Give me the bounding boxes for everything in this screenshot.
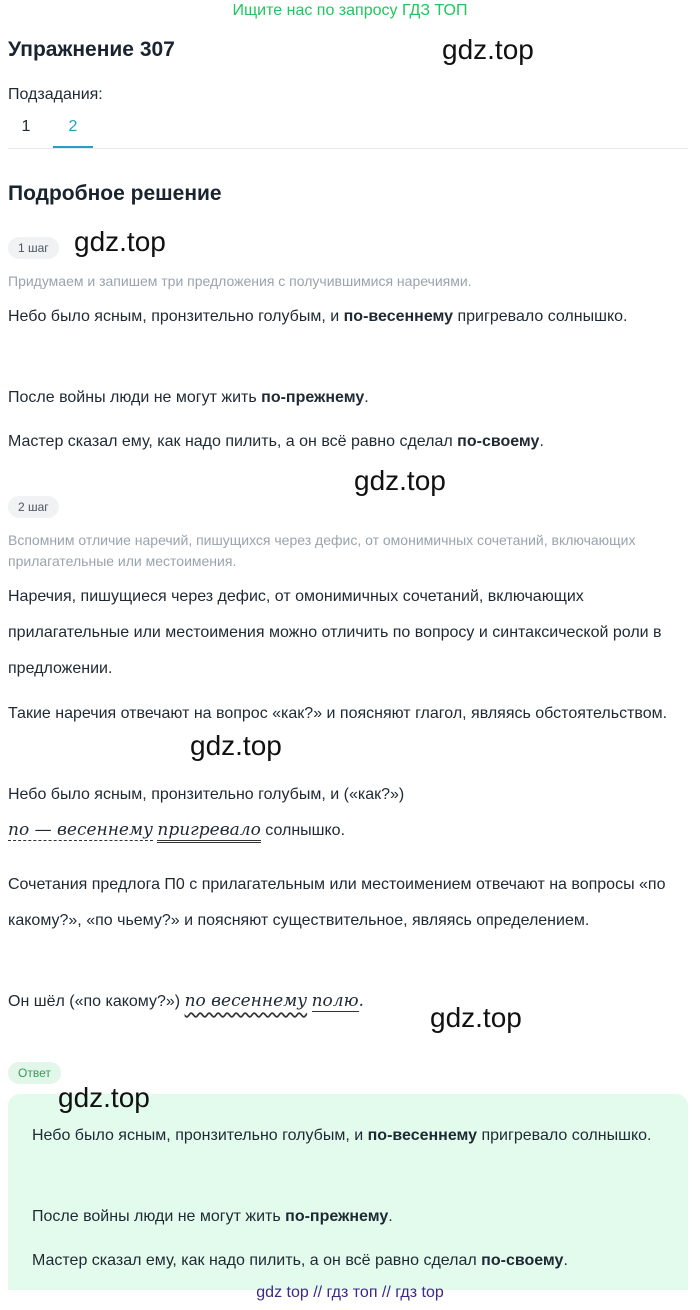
attribute-handwritten: по весеннему	[184, 991, 308, 1011]
answer-sentence-2: После войны люди не могут жить по-прежнему.	[32, 1208, 393, 1225]
page-title: Упражнение 307	[8, 38, 175, 61]
footer-links[interactable]: gdz top // гдз топ // гдз top	[256, 1284, 444, 1301]
adverb-handwritten: по — весеннему	[8, 820, 153, 840]
watermark: gdz.top	[74, 226, 166, 257]
section-title: Подробное решение	[8, 182, 222, 205]
watermark: gdz.top	[442, 34, 534, 65]
watermark: gdz.top	[58, 1082, 150, 1113]
watermark: gdz.top	[190, 730, 282, 761]
answer-sentence-3: Мастер сказал ему, как надо пилить, а он всё равно сделал по-своему.	[32, 1252, 568, 1269]
step-2-paragraph-1: Наречия, пишущиеся через дефис, от омонимичных сочетаний, включающих прилагательные или местоимения можно отличить по вопросу и синтаксической роли в предложении.	[8, 588, 662, 677]
step-1-badge: 1 шаг	[8, 237, 59, 259]
step-2-hint: Вспомним отличие наречий, пишущихся через дефис, от омонимичных сочетаний, включающих прилагательные или местоимения.	[8, 532, 636, 569]
search-banner: Ищите нас по запросу ГДЗ ТОП	[232, 2, 468, 19]
noun-handwritten: полю	[311, 991, 359, 1011]
tab-1[interactable]: 1	[21, 118, 31, 135]
example-2-line: Он шёл («по какому?») по весеннему полю.	[8, 991, 364, 1011]
example-1-parsed: по — весеннему пригревало солнышко.	[8, 812, 688, 849]
watermark: gdz.top	[430, 1002, 522, 1033]
step-2-paragraph-3: Сочетания предлога П0 с прилагательным или местоимением отвечают на вопросы «по какому?», «по чьему?» и поясняют существительное, являясь определением.	[8, 876, 666, 929]
step-2-paragraph-2: Такие наречия отвечают на вопрос «как?» и поясняют глагол, являясь обстоятельством.	[8, 705, 668, 722]
answer-sentence-1: Небо было ясным, пронзительно голубым, и по-весеннему пригревало солнышко.	[32, 1127, 652, 1144]
predicate-handwritten: пригревало	[157, 820, 260, 843]
step-1-sentence-2: После войны люди не могут жить по-прежнему.	[8, 389, 369, 406]
answer-badge: Ответ	[8, 1062, 61, 1084]
tab-2[interactable]: 2	[53, 116, 93, 148]
example-1-line: Небо было ясным, пронзительно голубым, и («как?»)	[8, 786, 405, 803]
divider	[8, 148, 688, 149]
step-1-sentence-1: Небо было ясным, пронзительно голубым, и по-весеннему пригревало солнышко.	[8, 308, 628, 325]
step-2-badge: 2 шаг	[8, 496, 59, 518]
step-1-hint: Придумаем и запишем три предложения с получившимися наречиями.	[8, 273, 472, 289]
subtasks-label: Подзадания:	[8, 86, 103, 103]
step-1-sentence-3: Мастер сказал ему, как надо пилить, а он всё равно сделал по-своему.	[8, 433, 544, 450]
watermark: gdz.top	[354, 465, 446, 496]
